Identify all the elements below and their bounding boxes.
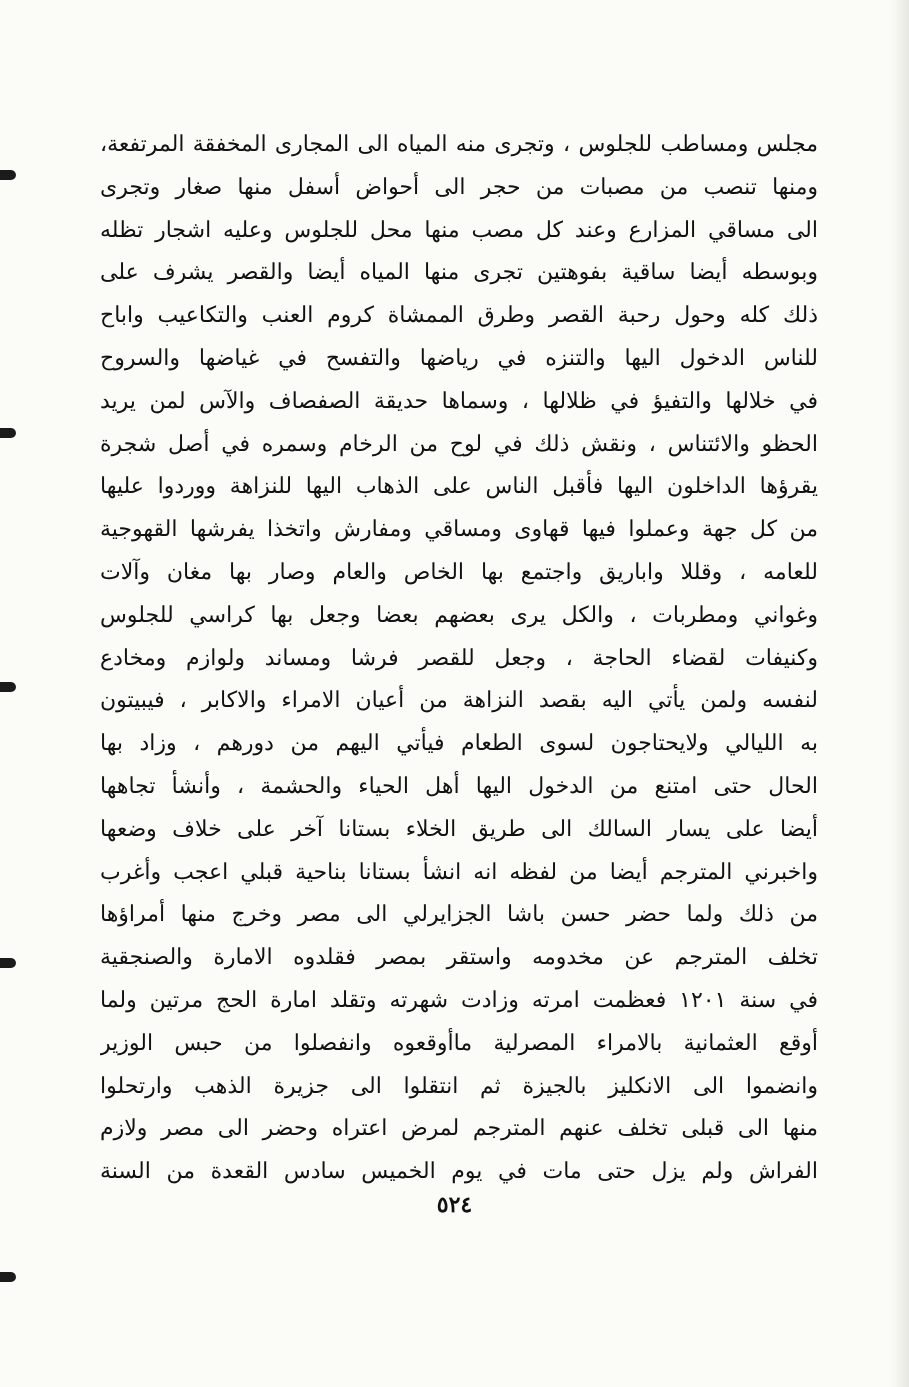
- text-line: وبوسطه أيضا ساقية بفوهتين تجرى منها المياه أيضا والقصر يشرف على: [100, 260, 818, 286]
- text-line: ومنها تنصب من مصبات من حجر الى أحواض أسفل منها صغار وتجرى: [100, 174, 818, 200]
- text-line: واخبرني المترجم أيضا من لفظه انه انشأ بستانا بناحية قبلي اعجب وأغرب: [100, 859, 818, 885]
- body-text: [100, 124, 818, 1194]
- binding-mark: [0, 170, 16, 180]
- binding-mark: [0, 428, 16, 438]
- text-line: الى مساقي المزارع وعند كل مصب منها محل للجلوس وعليه اشجار تظله: [100, 217, 818, 243]
- text-line: للناس الدخول اليها والتنزه في رياضها والتفسح في غياضها والسروح: [100, 345, 818, 371]
- text-line: وغواني ومطربات ، والكل يرى بعضهم بعضا وجعل بها كراسي للجلوس: [100, 602, 818, 628]
- text-line: الحال حتى امتنع من الدخول اليها أهل الحياء والحشمة ، وأنشأ تجاهها: [100, 773, 818, 799]
- page-number: ٥٢٤: [436, 1192, 473, 1218]
- text-line: من كل جهة وعملوا فيها قهاوى ومساقي ومفارش واتخذا يفرشها القهوجية: [100, 517, 818, 543]
- text-line: وكنيفات لقضاء الحاجة ، وجعل للقصر فرشا ومساند ولوازم ومخادع: [100, 645, 818, 671]
- text-line: مجلس ومساطب للجلوس ، وتجرى منه المياه الى المجارى المخفقة المرتفعة،: [100, 132, 818, 157]
- text-line: يقرؤها الداخلون اليها فأقبل الناس على الذهاب اليها للنزاهة ووردوا عليها: [100, 474, 818, 500]
- text-line: منها الى قبلى تخلف عنهم المترجم لمرض اعتراه وحضر الى مصر ولازم: [100, 1116, 818, 1142]
- text-line: به الليالي ولايحتاجون لسوى الطعام فيأتي اليهم من دورهم ، وزاد بها: [100, 731, 818, 757]
- binding-mark: [0, 958, 16, 968]
- text-line: في خلالها والتفيؤ في ظلالها ، وسماها حديقة الصفصاف والآس لمن يريد: [100, 388, 818, 414]
- text-line: للعامه ، وقللا واباريق واجتمع بها الخاص والعام وصار بها مغان وآلات: [100, 559, 818, 585]
- binding-mark: [0, 682, 16, 692]
- page-edge-shadow: [887, 0, 909, 1387]
- text-line: ذلك كله وحول رحبة القصر وطرق الممشاة كروم العنب والتكاعيب واباح: [100, 303, 818, 329]
- binding-mark: [0, 1272, 16, 1282]
- text-line: من ذلك ولما حضر حسن باشا الجزايرلي الى مصر وخرج منها أمراؤها: [100, 902, 818, 928]
- text-line: الحظو والائتناس ، ونقش ذلك في لوح من الرخام وسمره في أصل شجرة: [100, 431, 818, 457]
- text-line: في سنة ١٢٠١ فعظمت امرته وزادت شهرته وتقلد امارة الحج مرتين ولما: [100, 987, 818, 1013]
- text-line: وانضموا الى الانكليز بالجيزة ثم انتقلوا الى جزيرة الذهب وارتحلوا: [100, 1073, 818, 1099]
- text-line: تخلف المترجم عن مخدومه واستقر بمصر فقلدوه الامارة والصنجقية: [100, 945, 818, 971]
- text-line: أوقع العثمانية بالامراء المصرلية ماأوقعوه وانفصلوا من حبس الوزير: [100, 1030, 818, 1056]
- text-line: لنفسه ولمن يأتي اليه بقصد النزاهة من أعيان الامراء والاكابر ، فيبيتون: [100, 688, 818, 714]
- text-line: أيضا على يسار السالك الى طريق الخلاء بستانا آخر على خلاف وضعها: [100, 816, 818, 842]
- text-line: الفراش ولم يزل حتى مات في يوم الخميس سادس القعدة من السنة: [100, 1159, 818, 1185]
